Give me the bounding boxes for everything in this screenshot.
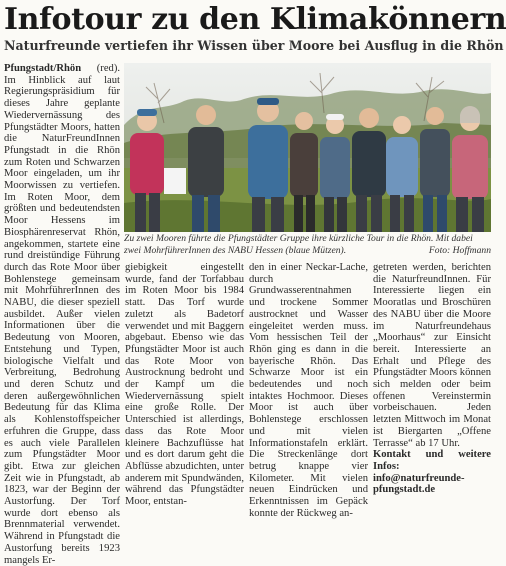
subheadline: Naturfreunde vertiefen ihr Wissen über Moore bei Ausflug in die Rhön [4, 38, 504, 53]
photo-credit: Foto: Hoffmann [428, 245, 491, 256]
photo-caption [124, 233, 491, 259]
headline: Infotour zu den Klimakönnern [4, 2, 506, 37]
body-text-3: den in einer Neckar-Lache, durch Grundwasserentnahmen und trockene Sommer austrocknet und Wasser eingeleitet werden muss. Vom hessischen Teil der Rhön ging es dann in die bayerische Rhön. Das Schwarze Moor ist ein bedeutendes und noch intaktes Hochmoor. Dieses Moor ist auch über Bohlenstege erschlossen und mit vielen Informationstafeln erklärt. Die Streckenlänge dort betrug knappe vier Kilometer. Mit vielen neuen Eindrücken und Erkenntnissen im Gepäck konnte der Rückweg an- [249, 262, 368, 519]
article-photo [124, 63, 491, 232]
body-text-2: giebigkeit eingestellt wurde, fand der Torfabbau im Roten Moor bis 1984 statt. Das Torf wurde zuletzt als Badetorf verwendet und mit Baggern abgebaut. Ebenso wie das Pfungstädter Moor ist auch das Rote Moor von Austrocknung bedroht und der Kampf um die Wiedervernässung spielt eine große Rolle. Der Unterschied ist allerdings, dass das Rote Moor kleinere Bachzuflüsse hat und es dort darum geht die Abflüsse abzudichten, unter anderem mit Spundwänden, während das Pfungstädter Moor, entstan- [125, 262, 244, 508]
caption-text: Zu zwei Mooren führte die Pfungstädter Gruppe ihre kürzliche Tour in die Rhön. Mit dabei zwei MohrführerInnen des NABU Hessen (blaue Mützen). [124, 233, 473, 256]
body-text-4: getreten werden, berichten die NaturfreundInnen. Für Interessierte liegen ein Mooratlas und Broschüren des NABU über die Moore im Naturfreundehaus „Moorhaus“ zur Einsicht bereit. Interessierte an Erhalt und Pflege des Pfungstädter Moors können sich melden oder beim offenen Vereinstermin vorbeischauen. Jeden letzten Mittwoch im Monat ist Biergarten „Offene Terrasse“ ab 17 Uhr. [373, 262, 491, 449]
dateline: Pfungstadt/Rhön [4, 63, 82, 74]
body-text-1: Im Hinblick auf laut Regierungspräsidium für dieses Jahre geplante Wiedervernässung des Pfungstädter Moors, hatten die NaturFreundInnen Pfungstadt in die Rhön zum Roten und Schwarzen Moor eingeladen, um ihr Moorwissen zu vertiefen. Im Roten Moor, dem größten und bedeutendsten Moor Hessens im Biosphärenreservat Rhön, angekommen, startete eine rund dreistündige Führung durch das Rote Moor über Bohlenstege gemeinsam mit MohrführerInnen des NABU, die dieser speziell ausbildet. Außer vielen Informationen über die Bedeutung von Mooren, Entstehung und Typen, biologische Vielfalt und Verbreitung, Bedrohung und deren Schutz und deren außergewöhnlichen Bedeutung für das Klima als Kohlenstoffspeicher erfuhren die Gruppe, dass es auch viele Parallelen zum Pfungstädter Moor gibt. Etwa zur gleichen Zeit wie in Pfungstadt, ab 1823, war der Beginn der Austorfung. Der Torf wurde dort ebenso als Brennmaterial verwendet. Während in Pfungstadt die Austorfung bereits 1923 mangels Er- [4, 74, 120, 566]
contact-info: Kontakt und weitere Infos: info@naturfreunde-pfungstadt.de [373, 449, 491, 496]
article-column-3 [249, 262, 368, 519]
article-column-2 [125, 262, 244, 508]
article-column-1 [4, 63, 120, 566]
author-tag: (red). [96, 63, 120, 74]
article-column-4 [373, 262, 491, 496]
